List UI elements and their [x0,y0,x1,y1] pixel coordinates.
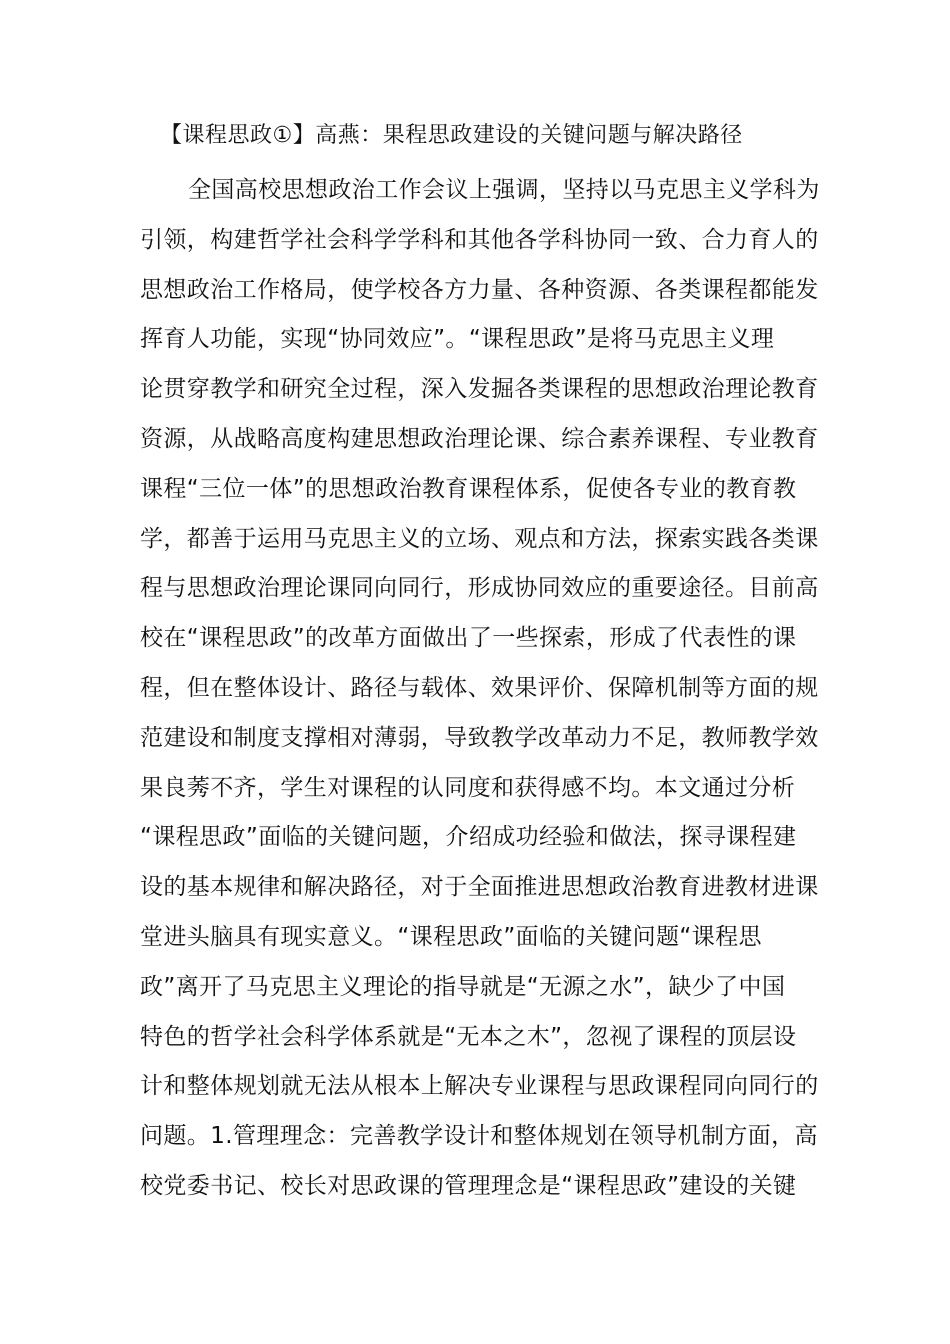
paragraph-line: “课程思政”面临的关键问题，介绍成功经验和做法，探寻课程建 [140,824,797,851]
paragraph-line: 资源，从战略高度构建思想政治理论课、综合素养课程、专业教育 [140,425,819,452]
document-title: 【课程思政①】高燕：果程思政建设的关键问题与解决路径 [160,123,743,148]
paragraph-line: 程，但在整体设计、路径与载体、效果评价、保障机制等方面的规 [140,674,819,701]
paragraph-line: 程与思想政治理论课同向同行，形成协同效应的重要途径。目前高 [140,575,819,602]
paragraph-line: 范建设和制度支撑相对薄弱，导致教学改革动力不足，教师教学效 [140,724,819,751]
document-body [140,166,820,1212]
paragraph-line: 挥育人功能，实现“协同效应”。“课程思政”是将马克思主义理 [140,326,775,353]
paragraph-line: 问题。1.管理理念：完善教学设计和整体规划在领导机制方面，高 [140,1123,818,1150]
paragraph-line: 论贯穿教学和研究全过程，深入发掘各类课程的思想政治理论教育 [140,376,819,403]
paragraph-line: 特色的哲学社会科学体系就是“无本之木”，忽视了课程的顶层设 [140,1023,797,1050]
paragraph-line: 学，都善于运用马克思主义的立场、观点和方法，探索实践各类课 [140,525,819,552]
paragraph-line: 校党委书记、校长对思政课的管理理念是“课程思政”建设的关键 [140,1172,797,1199]
paragraph-line: 思想政治工作格局，使学校各方力量、各种资源、各类课程都能发 [140,276,819,303]
paragraph-line: 校在“课程思政”的改革方面做出了一些探索，形成了代表性的课 [140,625,797,652]
paragraph-line: 计和整体规划就无法从根本上解决专业课程与思政课程同向同行的 [140,1073,819,1100]
paragraph-line: 全国高校思想政治工作会议上强调，坚持以马克思主义学科为 [188,177,820,203]
paragraph-line: 政”离开了马克思主义理论的指导就是“无源之水”，缺少了中国 [140,973,786,1000]
paragraph-line: 堂进头脑具有现实意义。“课程思政”面临的关键问题“课程思 [140,923,762,950]
paragraph-line: 课程“三位一体”的思想政治教育课程体系，促使各专业的教育教 [140,475,797,502]
paragraph-line: 果良莠不齐，学生对课程的认同度和获得感不均。本文通过分析 [140,774,796,801]
paragraph-line: 设的基本规律和解决路径，对于全面推进思想政治教育进教材进课 [140,874,819,901]
paragraph-line: 引领，构建哲学社会科学学科和其他各学科协同一致、合力育人的 [140,226,819,253]
